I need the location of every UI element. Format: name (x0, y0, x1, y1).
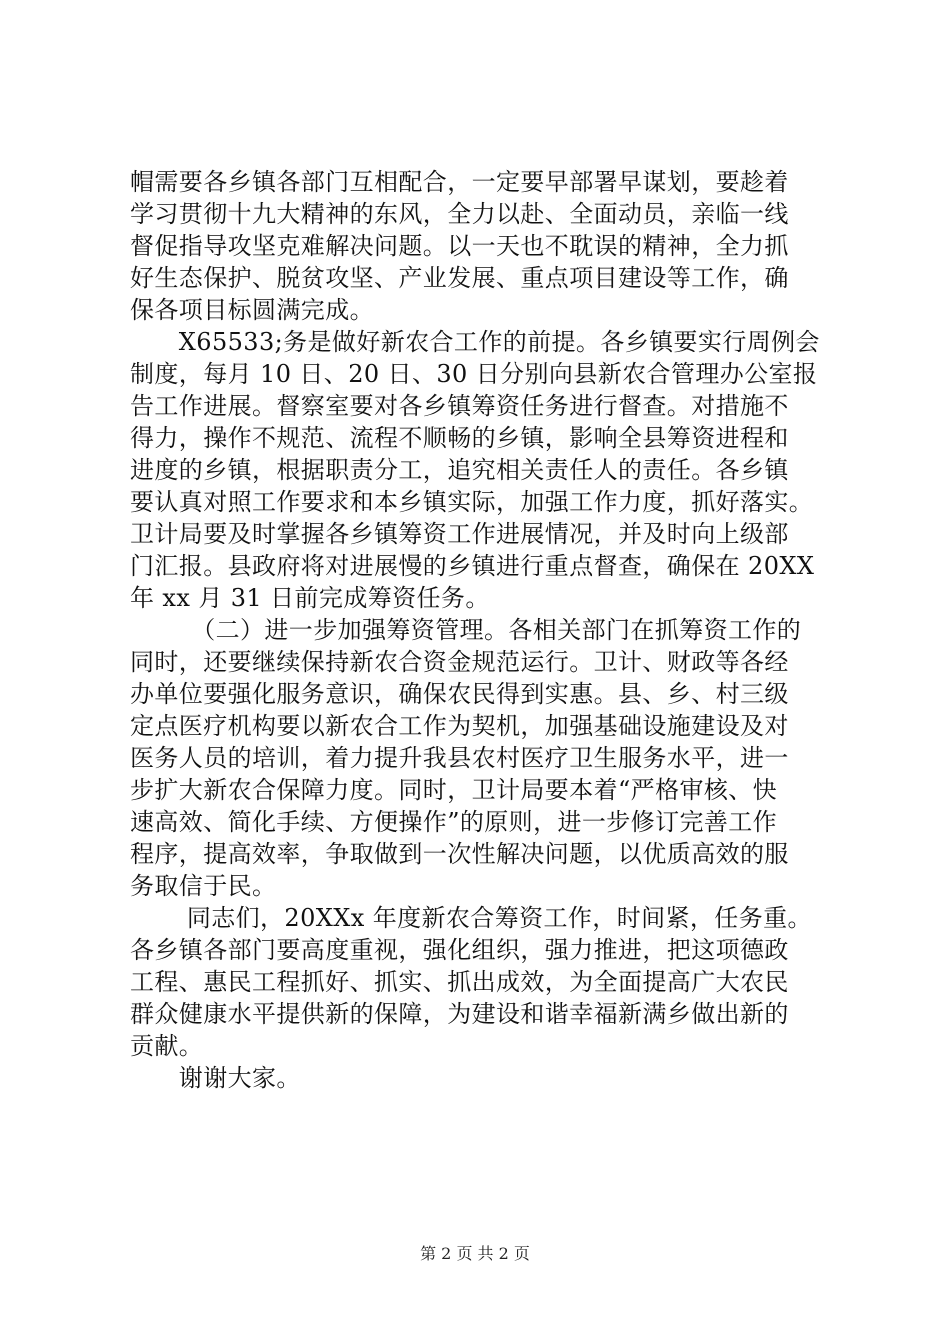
text-line: 告工作进展。督察室要对各乡镇筹资任务进行督查。对措施不 (130, 392, 789, 420)
page-footer (0, 1243, 950, 1265)
text-line: 程序，提高效率，争取做到一次性解决问题，以优质高效的服 (130, 840, 789, 868)
text-line: 门汇报。县政府将对进展慢的乡镇进行重点督查，确保在 20XX (130, 552, 815, 580)
text-line: 保各项目标圆满完成。 (130, 296, 374, 324)
text-line: 谢谢大家。 (130, 1064, 301, 1092)
text-line: 医务人员的培训，着力提升我县农村医疗卫生服务水平，进一 (130, 744, 789, 772)
text-line: 群众健康水平提供新的保障，为建设和谐幸福新满乡做出新的 (130, 1000, 789, 1028)
text-line: 同志们，20XXx 年度新农合筹资工作，时间紧，任务重。 (130, 904, 812, 932)
text-line: 学习贯彻十九大精神的东风，全力以赴、全面动员，亲临一线 (130, 200, 789, 228)
text-line: 要认真对照工作要求和本乡镇实际，加强工作力度，抓好落实。 (130, 488, 814, 516)
text-line: （二）进一步加强筹资管理。各相关部门在抓筹资工作的 (130, 616, 802, 644)
text-line: 得力，操作不规范、流程不顺畅的乡镇，影响全县筹资进程和 (130, 424, 789, 452)
document-body (130, 166, 830, 1094)
text-line: 进度的乡镇，根据职责分工，追究相关责任人的责任。各乡镇 (130, 456, 789, 484)
text-line: 务取信于民。 (130, 872, 277, 900)
text-line: 同时，还要继续保持新农合资金规范运行。卫计、财政等各经 (130, 648, 789, 676)
text-line: 卫计局要及时掌握各乡镇筹资工作进展情况，并及时向上级部 (130, 520, 789, 548)
text-line: 制度，每月 10 日、20 日、30 日分别向县新农合管理办公室报 (130, 360, 818, 388)
text-line: 步扩大新农合保障力度。同时，卫计局要本着“严格审核、快 (130, 776, 778, 804)
text-line: 工程、惠民工程抓好、抓实、抓出成效，为全面提高广大农民 (130, 968, 789, 996)
text-line: 办单位要强化服务意识，确保农民得到实惠。县、乡、村三级 (130, 680, 789, 708)
text-line: 督促指导攻坚克难解决问题。以一天也不耽误的精神，全力抓 (130, 232, 789, 260)
text-line: 好生态保护、脱贫攻坚、产业发展、重点项目建设等工作，确 (130, 264, 789, 292)
text-line: 各乡镇各部门要高度重视，强化组织，强力推进，把这项德政 (130, 936, 789, 964)
text-line: 速高效、简化手续、方便操作”的原则，进一步修订完善工作 (130, 808, 778, 836)
text-line: 定点医疗机构要以新农合工作为契机，加强基础设施建设及对 (130, 712, 789, 740)
text-line: 贡献。 (130, 1032, 204, 1060)
text-line: X65533;务是做好新农合工作的前提。各乡镇要实行周例会 (130, 328, 820, 356)
text-line: 帽需要各乡镇各部门互相配合，一定要早部署早谋划，要趁着 (130, 168, 789, 196)
page-number-label: 第 2 页 共 2 页 (420, 1244, 530, 1263)
text-line: 年 xx 月 31 日前完成筹资任务。 (130, 584, 490, 612)
